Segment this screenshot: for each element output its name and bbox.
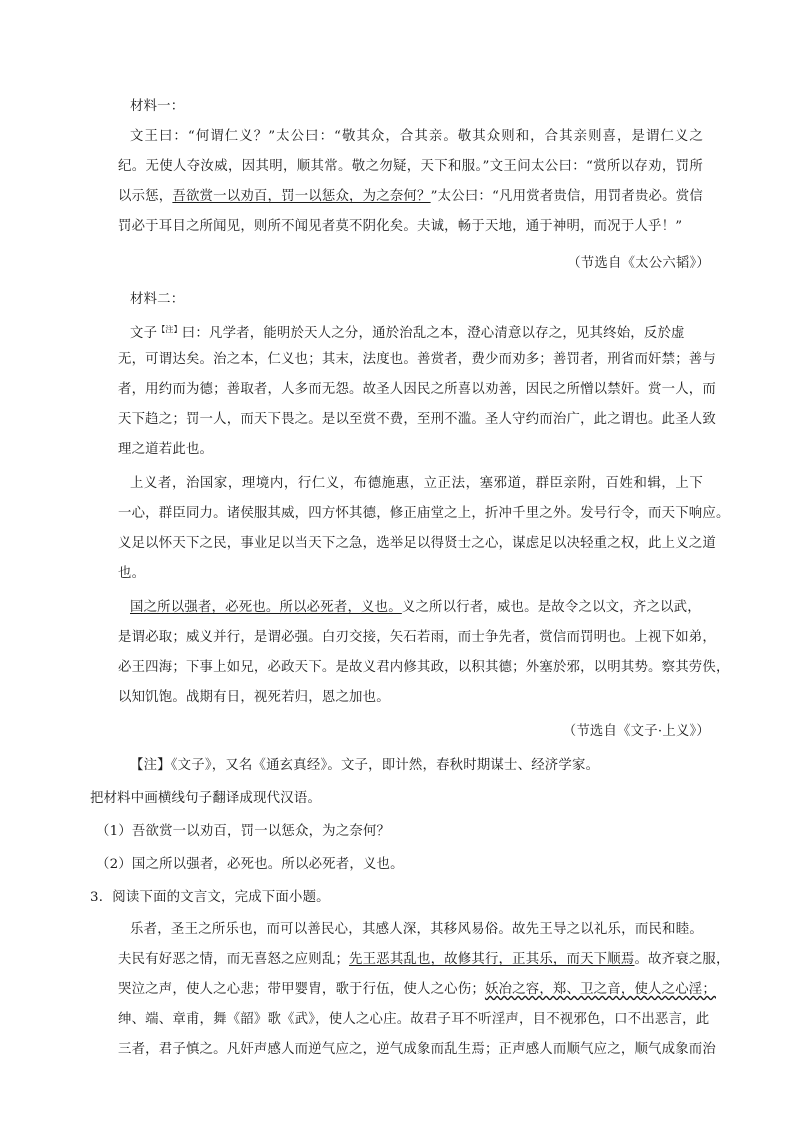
question3-line5: 三者，君子慎之。凡奸声感人而逆气应之，逆气成象而乱生焉；正声感人而顺气应之，顺气成象而治 <box>118 1042 716 1057</box>
underlined-sentence-3: 先王恶其乱也，故修其行，正其乐，而天下顺焉 <box>349 952 635 967</box>
question3-line3: 哭泣之声，使人之心悲；带甲婴胄，歌于行伍，使人之心伤；妖冶之容，郑、卫之音，使人之心淫； <box>118 982 716 997</box>
material1-line1: 文王曰：“何谓仁义？”太公曰：“敬其众，合其亲。敬其众则和，合其亲则喜，是谓仁义之 <box>130 129 703 144</box>
material2-p2-line4: 也。 <box>118 566 146 581</box>
question3-line1: 乐者，圣王之所乐也，而可以善民心，其感人深，其移风易俗。故先王导之以礼乐，而民和睦。 <box>130 922 703 937</box>
material2-line1: 文子$^{【注】}$曰：凡学者，能明於天人之分，通於治乱之本，澄心清意以存之，见其终始，反於虚 <box>130 325 685 341</box>
material2-line4: 天下趋之；罚一人，而天下畏之。是以至赏不费，至刑不滥。圣人守约而治广，此之谓也。此圣人致 <box>118 412 716 427</box>
material2-p2-line1: 上义者，治国家，理境内，行仁义，布德施惠，立正法，塞邪道，群臣亲附，百姓和辑，上下 <box>130 476 703 491</box>
material2-p2-line3: 义足以怀天下之民，事业足以当天下之急，选举足以得贤士之心，谋虑足以决轻重之权，此上义之道 <box>118 536 716 551</box>
wavy-underlined-phrase: 妖冶之容，郑、卫之音，使人之心淫； <box>484 982 716 997</box>
material1-line3: 以示惩，吾欲赏一以劝百，罚一以惩众，为之奈何？”太公曰：“凡用赏者贵信，用罚者贵必。赏信 <box>118 189 703 204</box>
material2-p2-line2: 一心，群臣同力。诸侯服其威，四方怀其德，修正庙堂之上，折冲千里之外。发号行令，而天下响应。 <box>118 506 730 521</box>
question3-line2: 夫民有好恶之情，而无喜怒之应则乱；先王恶其乱也，故修其行，正其乐，而天下顺焉。故齐衰之服， <box>118 952 730 967</box>
material2-p3-line1: 国之所以强者，必死也。所以必死者，义也。义之所以行者，威也。是故令之以文，齐之以武， <box>130 600 701 615</box>
underlined-sentence-1: 吾欲赏一以劝百，罚一以惩众，为之奈何？ <box>172 189 431 204</box>
task-question-1: （1）吾欲赏一以劝百，罚一以惩众，为之奈何？ <box>96 824 391 839</box>
material2-p3-line4: 以知饥饱。战期有日，视死若归，恩之加也。 <box>118 690 390 705</box>
material2-line2: 无，可谓达矣。治之本，仁义也；其末，法度也。善赏者，费少而劝多；善罚者，刑省而奸禁；善与 <box>118 352 716 367</box>
task-prompt: 把材料中画横线句子翻译成现代汉语。 <box>90 791 322 806</box>
question3-line4: 绅、端、章甫，舞《韶》歌《武》，使人之心庄。故君子耳不听淫声，目不视邪色，口不出恶言，此 <box>118 1012 710 1027</box>
note-marker: 【注】 <box>157 325 182 334</box>
material2-line5: 理之道若此也。 <box>118 442 214 457</box>
material1-line2: 纪。无使人夺汝威，因其明，顺其常。敬之勿疑，天下和服。”文王问太公曰：“赏所以存劝，罚所 <box>118 159 703 174</box>
material1-source: （节选自《太公六韬》） <box>567 256 710 271</box>
material2-source: （节选自《文子·上义》） <box>562 724 710 739</box>
material1-heading: 材料一： <box>130 99 185 114</box>
question3-title: 3．阅读下面的文言文，完成下面小题。 <box>90 890 330 905</box>
material2-p3-line3: 必王四海；下事上如兄，必政天下。是故义君内修其政，以积其德；外塞於邪，以明其势。察其劳佚， <box>118 660 730 675</box>
material2-heading: 材料二： <box>130 292 185 307</box>
material1-line4: 罚必于耳目之所闻见，则所不闻见者莫不阴化矣。夫诚，畅于天地，通于神明，而况于人乎！” <box>118 219 683 234</box>
task-question-2: （2）国之所以强者，必死也。所以必死者，义也。 <box>96 857 404 872</box>
material2-p3-line2: 是谓必取；威义并行，是谓必强。白刃交接，矢石若雨，而士争先者，赏信而罚明也。上视下如弟， <box>118 630 716 645</box>
material2-line3: 者，用约而为德；善取者，人多而无怨。故圣人因民之所喜以劝善，因民之所憎以禁奸。赏一人，而 <box>118 382 716 397</box>
underlined-sentence-2: 国之所以强者，必死也。所以必死者，义也。 <box>130 600 402 615</box>
footnote: 【注】《文子》，又名《通玄真经》。文子，即计然，春秋时期谋士、经济学家。 <box>130 758 600 773</box>
